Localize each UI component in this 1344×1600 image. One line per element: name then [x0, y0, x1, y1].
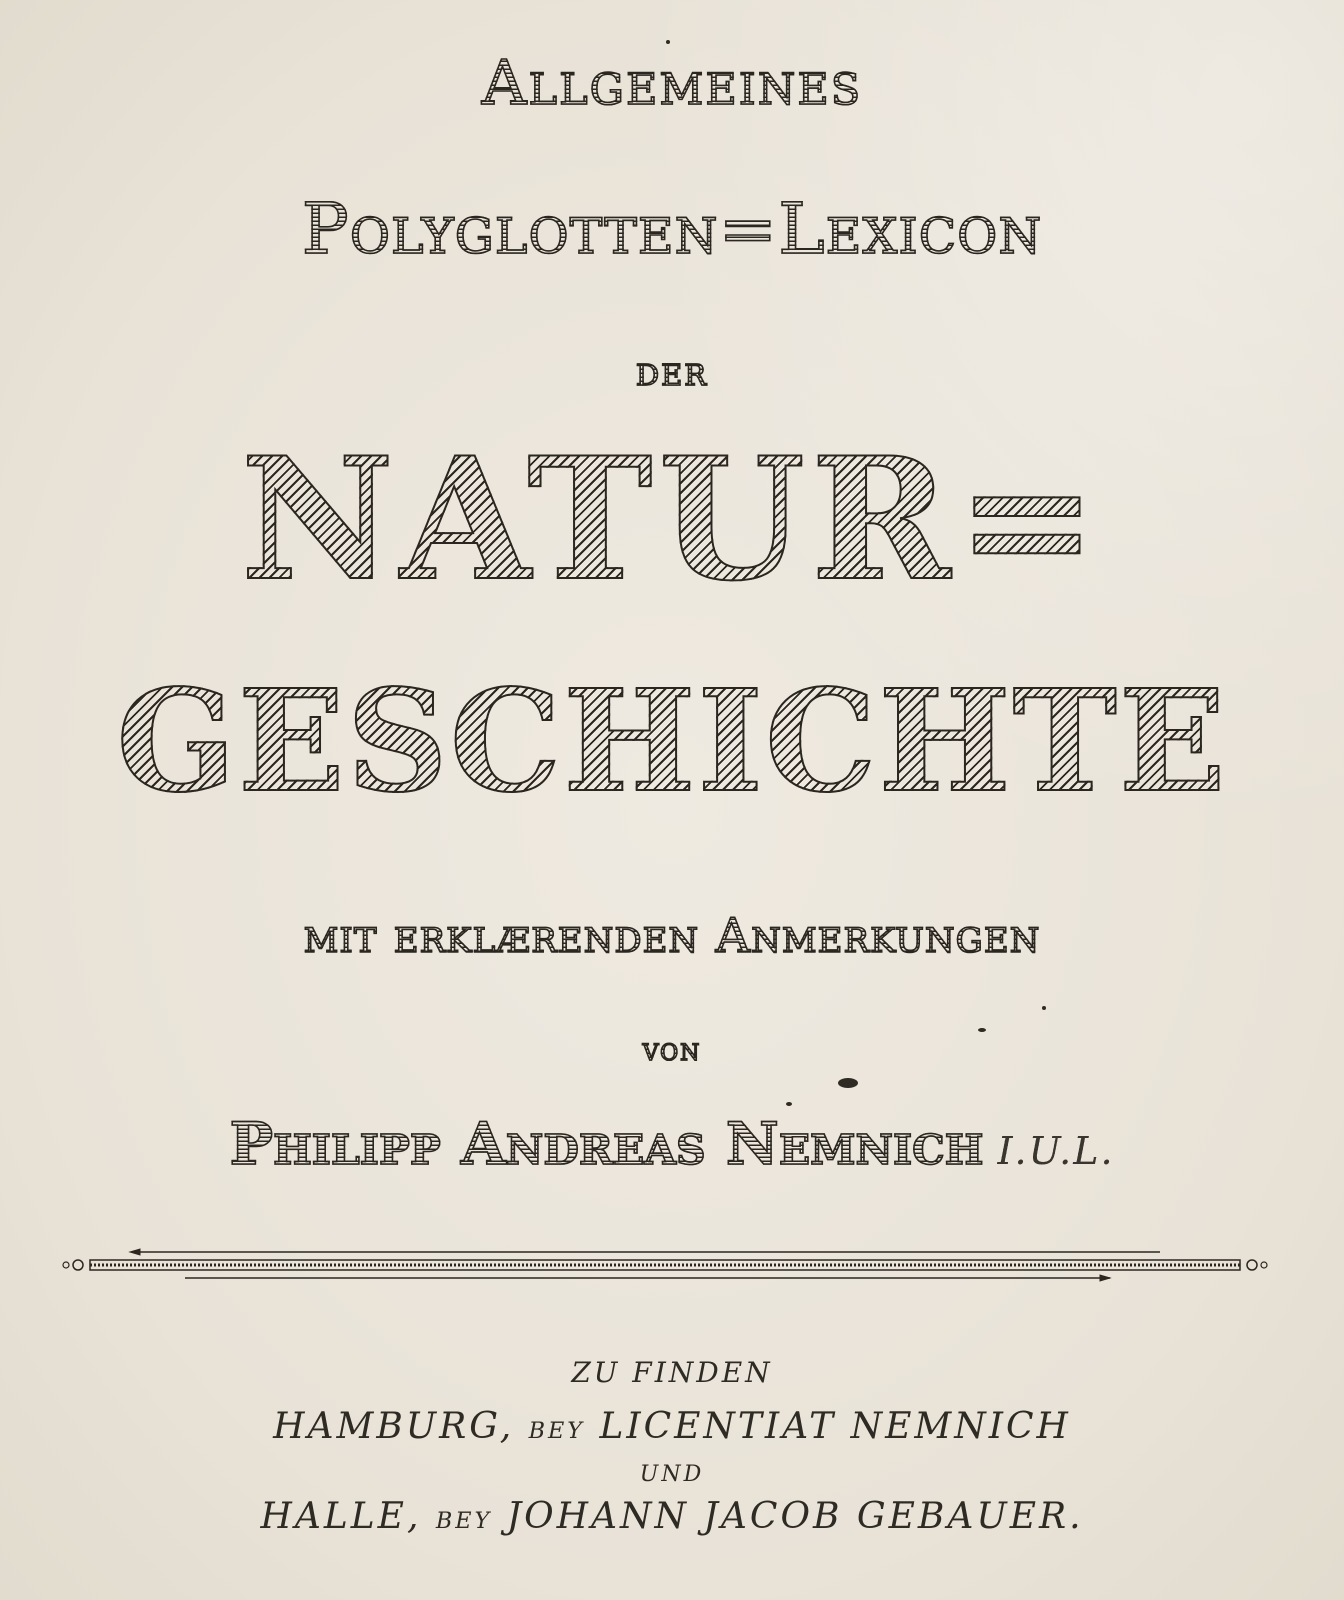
title-line-polyglotten-lexicon: Polyglotten=Lexicon [0, 188, 1344, 278]
imprint-line-und: UND [639, 1462, 705, 1487]
ink-speck [786, 1102, 792, 1106]
imprint-bey-2: BEY [435, 1508, 493, 1534]
imprint-bey-1: BEY [528, 1418, 586, 1444]
author-line [0, 1110, 1344, 1190]
by-line: von [0, 1030, 1344, 1074]
imprint-publisher-2: JOHANN JACOB GEBAUER. [506, 1496, 1084, 1537]
subtitle-line: mit erklærenden Anmerkungen [0, 908, 1344, 972]
imprint-line-hamburg [0, 1406, 1344, 1458]
ornamental-rule [60, 1240, 1270, 1300]
title-line-natur: NATUR= [0, 420, 1344, 610]
ink-speck [666, 40, 670, 44]
title-line-der: der [0, 346, 1344, 406]
title-line-geschichte: GESCHICHTE [0, 660, 1344, 830]
imprint-city-hamburg: HAMBURG, [273, 1406, 515, 1447]
author-initials: I.U.L. [997, 1129, 1115, 1173]
ink-speck [1042, 1006, 1046, 1010]
ink-speck [978, 1028, 986, 1032]
author-name: Philipp Andreas Nemnich [229, 1110, 984, 1178]
imprint-line-halle [0, 1496, 1344, 1548]
ink-speck [838, 1078, 858, 1088]
imprint-line-zu-finden: ZU FINDEN [571, 1356, 773, 1389]
imprint-city-halle: HALLE, [260, 1496, 422, 1537]
title-line-allgemeines: Allgemeines [0, 46, 1344, 126]
imprint-publisher-1: LICENTIAT NEMNICH [599, 1406, 1071, 1447]
